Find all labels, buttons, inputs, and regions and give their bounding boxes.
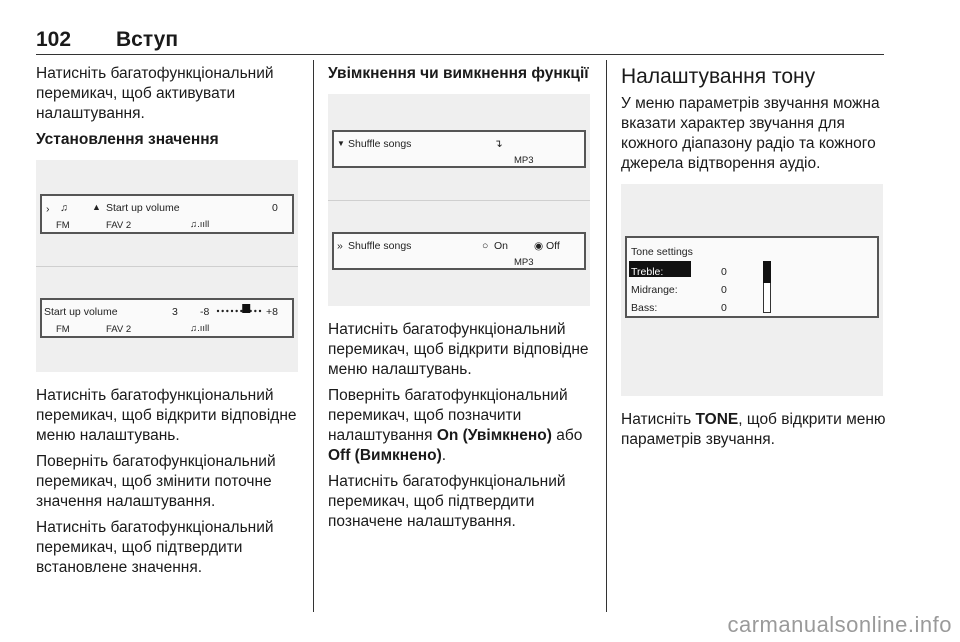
chapter-title: Вступ <box>116 28 179 51</box>
lcd-value: 0 <box>272 202 278 214</box>
lcd-source: MP3 <box>514 257 534 268</box>
signal-strength-icon: ♫.ııll <box>190 219 210 230</box>
volume-bar <box>216 308 262 314</box>
column-divider <box>606 60 607 612</box>
return-icon: ↴ <box>494 138 503 150</box>
lcd-min: -8 <box>200 306 210 318</box>
lcd-screen-shuffle <box>332 130 586 168</box>
radio-on-icon: ◉ <box>534 240 544 252</box>
instruction-text: Натисніть багатофункціональний перемикач, щоб підтвердити встановлене значення. <box>36 519 274 576</box>
volume-dot <box>231 310 233 312</box>
lcd-title: Shuffle songs <box>348 138 412 150</box>
instruction-text: Натисніть TONE, щоб відкрити меню параметрів звучання. <box>621 411 886 448</box>
lcd-title: Shuffle songs <box>348 240 412 252</box>
page-number: 102 <box>36 28 72 51</box>
instruction-text: Поверніть багатофункціональний перемикач, щоб змінити поточне значення налаштування. <box>36 453 276 510</box>
column-divider <box>313 60 314 612</box>
volume-dot <box>240 310 242 312</box>
section-heading: Установлення значення <box>36 131 219 148</box>
display-illustration <box>621 184 883 396</box>
lcd-preset: FAV 2 <box>106 324 132 335</box>
arrow-down-icon: ▼ <box>337 139 345 148</box>
off-label: Off (Вимкнено) <box>328 447 442 464</box>
lcd-preset: FAV 2 <box>106 220 132 231</box>
signal-strength-icon: ♫.ııll <box>190 323 210 334</box>
option-off-label: Off <box>546 240 560 252</box>
volume-dot <box>254 310 256 312</box>
tone-value: 0 <box>721 266 727 278</box>
instruction-text: Натисніть багатофункціональний перемикач, щоб підтвердити позначене налаштування. <box>328 473 566 530</box>
column-2 <box>328 64 592 538</box>
lcd-title: Start up volume <box>106 202 180 214</box>
tone-value: 0 <box>721 284 727 296</box>
tone-key-label: TONE <box>695 411 739 428</box>
column-3 <box>621 64 887 456</box>
option-on-label: On <box>494 240 509 252</box>
instruction-text: Натисніть багатофункціональний перемикач, щоб відкрити відповідне меню налаштувань. <box>328 321 589 378</box>
section-heading: Увімкнення чи вимкнення функції <box>328 65 589 82</box>
lcd-title: Tone settings <box>631 246 693 258</box>
lcd-screen-shuffle-toggle <box>332 232 586 270</box>
volume-dot <box>235 310 237 312</box>
instruction-text: Натисніть багатофункціональний перемикач, щоб відкрити відповідне меню налаштувань. <box>36 387 297 444</box>
screen-divider <box>328 200 590 201</box>
on-label: On (Увімкнено) <box>436 427 552 444</box>
volume-dot <box>259 310 261 312</box>
scrollbar-thumb <box>763 261 771 283</box>
lcd-screen-volume-adjust <box>40 298 294 338</box>
display-illustration <box>328 94 590 306</box>
intro-text: Натисніть багатофункціональний перемикач, щоб активувати налаштування. <box>36 65 274 122</box>
section-title: Налаштування тону <box>621 65 816 88</box>
lcd-band: FM <box>56 220 70 231</box>
chevron-right-icon: › <box>46 203 50 215</box>
intro-text: У меню параметрів звучання можна вказати характер звучання для кожного діапазону радіо та кожного джерела відтворення аудіо. <box>621 95 880 172</box>
instruction-text: Поверніть багатофункціональний перемикач, щоб позначити налаштування On (Увімкнено) або Off (Вимкнено). <box>328 387 583 464</box>
lcd-screen-start-volume <box>40 194 294 234</box>
lcd-title: Start up volume <box>44 306 118 318</box>
arrow-up-icon: ▲ <box>92 202 101 212</box>
screen-divider <box>36 266 298 267</box>
column-1 <box>36 64 300 584</box>
lcd-value: 3 <box>172 306 178 318</box>
page-header <box>36 28 884 52</box>
radio-off-icon: ○ <box>482 240 489 252</box>
volume-dot <box>221 310 223 312</box>
lcd-screen-tone-settings <box>625 236 879 318</box>
header-rule <box>36 54 884 55</box>
watermark: carmanualsonline.info <box>727 612 952 637</box>
lcd-max: +8 <box>266 306 278 318</box>
display-illustration <box>36 160 298 372</box>
tone-label: Treble: <box>631 266 664 278</box>
tone-label: Midrange: <box>631 284 678 296</box>
volume-dot <box>217 310 219 312</box>
tone-label: Bass: <box>631 302 658 314</box>
double-chevron-right-icon: » <box>337 240 343 252</box>
volume-marker <box>242 304 250 313</box>
music-note-icon: ♫ <box>60 202 68 214</box>
tone-value: 0 <box>721 302 727 314</box>
lcd-band: FM <box>56 324 70 335</box>
lcd-source: MP3 <box>514 155 534 166</box>
volume-dot <box>226 310 228 312</box>
